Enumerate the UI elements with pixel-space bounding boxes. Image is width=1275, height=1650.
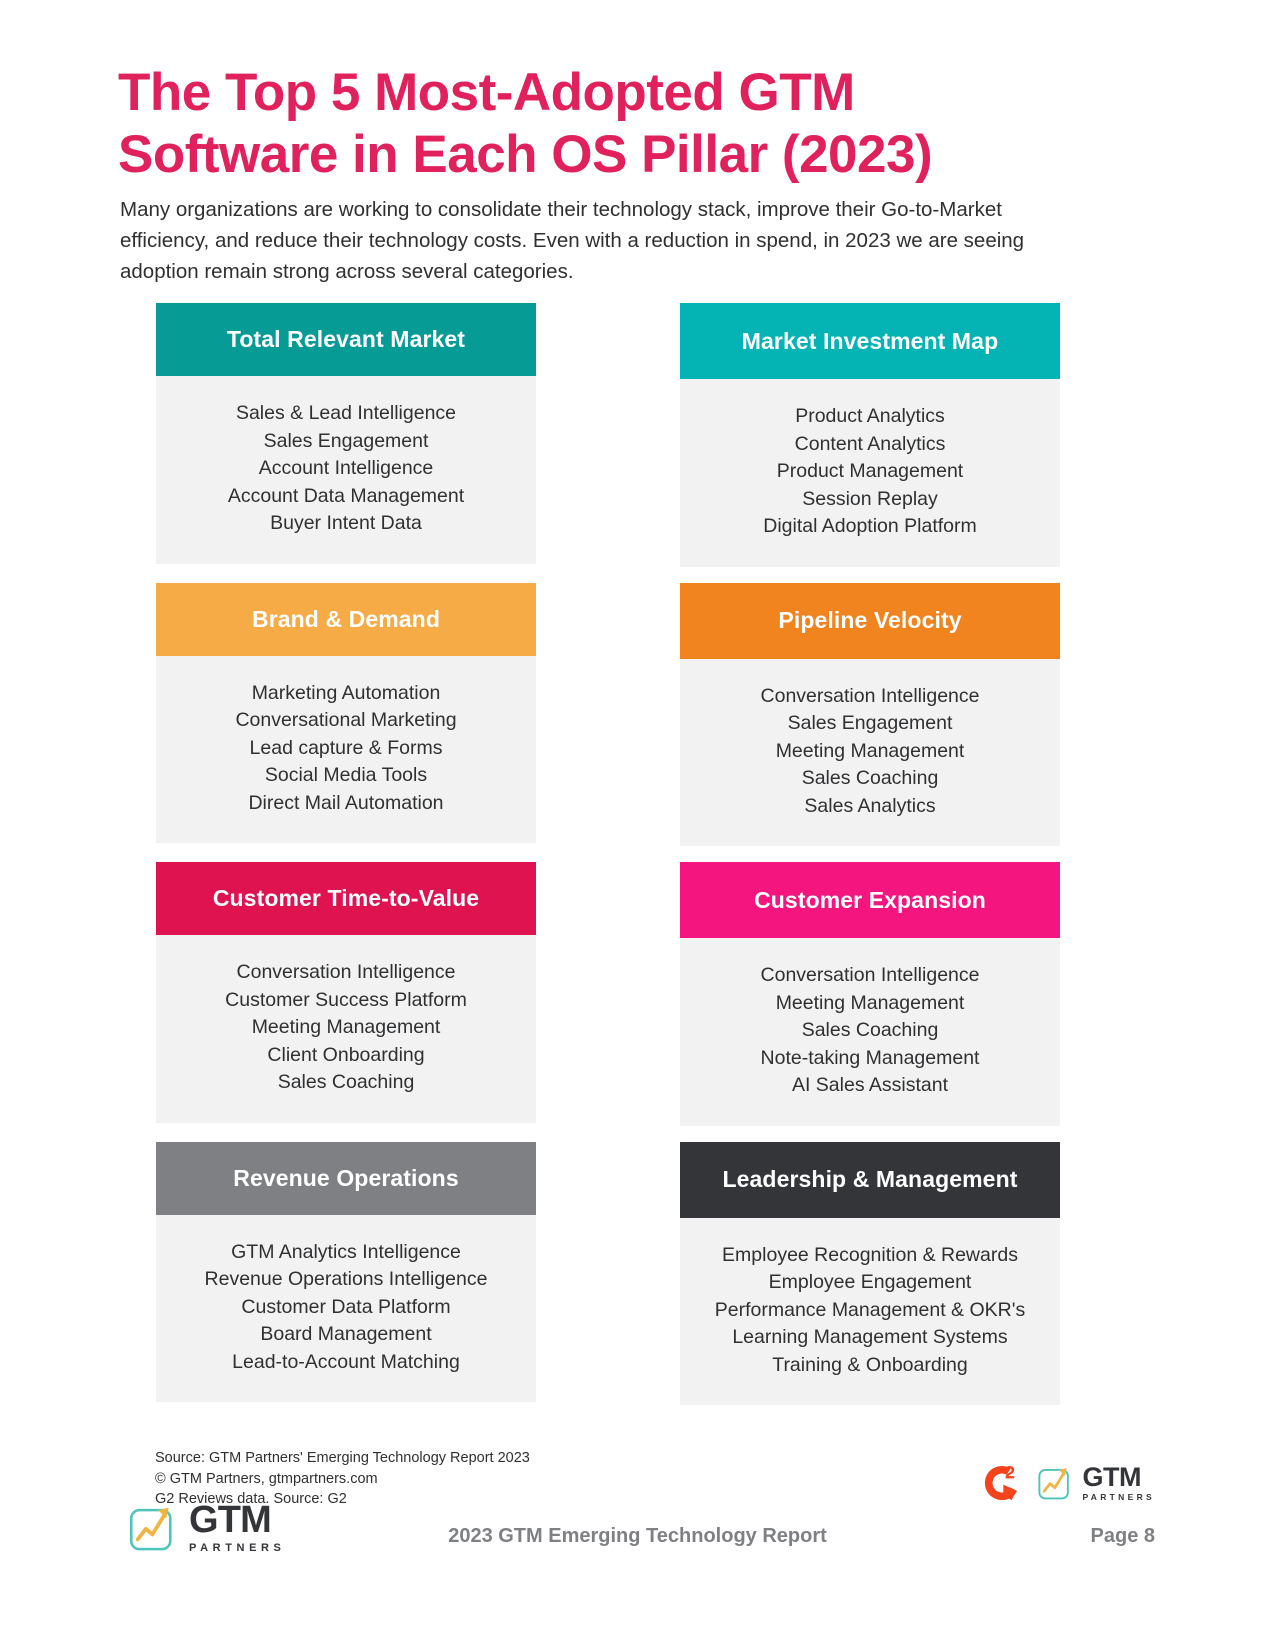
list-item: Conversational Marketing [235,709,457,731]
list-item: Customer Success Platform [225,988,467,1011]
list-item: Conversation Intelligence [236,961,456,983]
gtm-wordmark-sub: PARTNERS [1082,1492,1155,1503]
gtm-wordmark-main: GTM [189,1499,272,1541]
list-item: Sales Coaching [277,1071,415,1093]
logo-row [981,1462,1155,1504]
pillar-card-header: Leadership & Management [680,1142,1060,1218]
list-item: Sales & Lead Intelligence [235,402,457,424]
pillar-card-header: Market Investment Map [680,303,1060,379]
list-item: Meeting Management [775,991,965,1014]
page-header [118,62,1118,186]
pillar-card-body [156,1215,536,1403]
list-item: Social Media Tools [264,764,428,786]
footer-page-number: Page 8 [1090,1525,1155,1547]
pillar-card-header: Total Relevant Market [156,303,536,376]
list-item: Content Analytics [794,432,946,455]
list-item: Account Intelligence [258,457,434,479]
list-item: GTM Analytics Intelligence [231,1240,461,1263]
pillar-grid [156,303,1060,1405]
list-item: Sales Coaching [801,767,939,789]
intro-paragraph: Many organizations are working to consolidate their technology stack, improve their Go-to-Market efficiency, and reduce their technology costs. Even with a reduction in spend, in 2023 we are seeing adoption remain strong across several categories. [120,198,1025,283]
list-item: Revenue Operations Intelligence [204,1268,488,1290]
pillar-card-pipeline-velocity [680,583,1060,847]
list-item: Digital Adoption Platform [763,515,977,537]
pillar-card-header: Pipeline Velocity [680,583,1060,659]
list-item: Buyer Intent Data [270,512,422,534]
list-item: Sales Coaching [801,1019,939,1041]
pillar-card-body [680,1218,1060,1406]
pillar-card-body [156,935,536,1123]
source-line-3: G2 Reviews data. Source: G2 [155,1491,347,1507]
pillar-card-header: Revenue Operations [156,1142,536,1215]
pillar-card-revenue-operations [156,1142,536,1406]
gtm-wordmark-main: GTM [1082,1462,1141,1493]
list-item: Conversation Intelligence [760,684,980,707]
row-spacer [156,1126,536,1142]
pillar-card-header: Brand & Demand [156,583,536,656]
list-item: Board Management [260,1323,432,1345]
row-spacer [680,846,1060,862]
list-item: Employee Engagement [768,1271,972,1293]
list-item: Training & Onboarding [772,1353,968,1376]
pillar-card-body [680,659,1060,847]
page-title-line2: Software in Each OS Pillar (2023) [118,125,933,184]
row-spacer [156,846,536,862]
list-item: AI Sales Assistant [791,1074,949,1096]
page-footer [0,1500,1275,1590]
list-item: Learning Management Systems [732,1326,1008,1348]
row-spacer [680,567,1060,583]
pillar-card-customer-expansion [680,862,1060,1126]
pillar-card-leadership-and-management [680,1142,1060,1406]
gtm-wordmark [1082,1464,1155,1502]
list-item: Sales Analytics [804,794,936,817]
list-item: Lead capture & Forms [249,736,443,759]
list-item: Customer Data Platform [241,1295,451,1318]
list-item: Employee Recognition & Rewards [722,1243,1018,1266]
list-item: Sales Engagement [787,712,953,734]
list-item: Conversation Intelligence [760,964,980,986]
list-item: Direct Mail Automation [248,791,444,814]
list-item: Account Data Management [227,484,465,507]
source-line-2: © GTM Partners, gtmpartners.com [155,1470,378,1487]
list-item: Note-taking Management [760,1046,980,1069]
list-item: Client Onboarding [267,1043,425,1066]
row-spacer [680,1126,1060,1142]
list-item: Sales Engagement [263,429,429,452]
pillar-card-body [156,656,536,844]
page-title [118,62,1118,186]
g2-logo-icon [981,1462,1023,1504]
pillar-card-header: Customer Time-to-Value [156,862,536,935]
pillar-card-body [680,938,1060,1126]
list-item: Lead-to-Account Matching [232,1350,460,1373]
list-item: Product Analytics [795,405,945,427]
page-title-line1: The Top 5 Most-Adopted GTM [118,63,855,122]
gtm-partners-logo [1037,1464,1155,1502]
footer-report-title: 2023 GTM Emerging Technology Report [448,1525,827,1547]
gtm-chart-arrow-icon [1037,1464,1075,1502]
row-spacer [156,567,536,583]
source-line-1: Source: GTM Partners' Emerging Technology Report 2023 [155,1450,530,1466]
list-item: Meeting Management [775,739,965,762]
pillar-card-market-investment-map [680,303,1060,567]
list-item: Session Replay [802,487,938,510]
gtm-wordmark-sub: PARTNERS [189,1542,286,1554]
pillar-card-total-relevant-market [156,303,536,567]
list-item: Performance Management & OKR's [714,1298,1026,1321]
list-item: Marketing Automation [251,681,441,704]
pillar-card-brand-and-demand [156,583,536,847]
pillar-card-header: Customer Expansion [680,862,1060,938]
list-item: Product Management [776,460,964,482]
list-item: Meeting Management [251,1016,441,1038]
pillar-card-customer-time-to-value [156,862,536,1126]
pillar-card-body [156,376,536,564]
pillar-card-body [680,379,1060,567]
